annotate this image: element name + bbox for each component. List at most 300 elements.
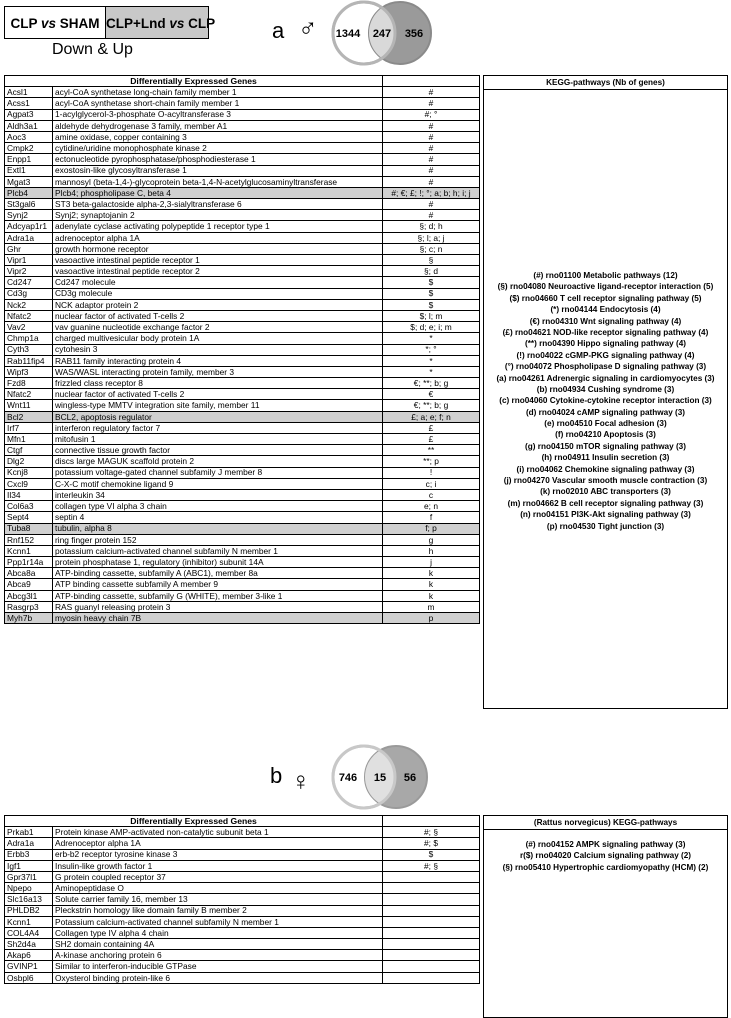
table-row	[5, 355, 480, 366]
table-row	[5, 221, 480, 232]
gene-symbol: Kcnn1	[5, 545, 53, 556]
gene-pathways	[383, 939, 480, 950]
gene-symbol: Irf7	[5, 422, 53, 433]
gene-pathways	[383, 972, 480, 983]
gene-name: Plcb4; phospholipase C, beta 4	[53, 187, 383, 198]
gene-pathways: c; i	[383, 478, 480, 489]
gene-symbol: Vipr2	[5, 266, 53, 277]
kegg-pathway-item: (i) rno04062 Chemokine signaling pathway (3)	[516, 464, 695, 474]
table-row	[5, 400, 480, 411]
gene-name: erb-b2 receptor tyrosine kinase 3	[53, 849, 383, 860]
gene-symbol: Gpr37l1	[5, 871, 53, 882]
gene-name: myosin heavy chain 7B	[53, 613, 383, 624]
gene-pathways: #; €; £; !; °; a; b; h; i; j	[383, 187, 480, 198]
gene-pathways: !	[383, 467, 480, 478]
table-row	[5, 972, 480, 983]
kegg-a-list	[484, 270, 727, 532]
gene-symbol: Ghr	[5, 243, 53, 254]
gene-symbol: Bcl2	[5, 411, 53, 422]
table-row	[5, 445, 480, 456]
venn-a-right-count: 356	[404, 28, 424, 40]
gene-name: interferon regulatory factor 7	[53, 422, 383, 433]
gene-symbol: Abcg3l1	[5, 590, 53, 601]
table-row	[5, 557, 480, 568]
gene-pathways: $	[383, 849, 480, 860]
gene-name: vasoactive intestinal peptide receptor 1	[53, 255, 383, 266]
legend-vs: vs	[40, 16, 57, 31]
gene-name: ST3 beta-galactoside alpha-2,3-sialyltransferase 6	[53, 199, 383, 210]
gene-symbol: Synj2	[5, 210, 53, 221]
gene-symbol: Plcb4	[5, 187, 53, 198]
gene-symbol: Slc16a13	[5, 894, 53, 905]
gene-pathways: **; p	[383, 456, 480, 467]
gene-name: discs large MAGUK scaffold protein 2	[53, 456, 383, 467]
gene-name: potassium calcium-activated channel subfamily N member 1	[53, 545, 383, 556]
gene-pathways: €	[383, 389, 480, 400]
table-row	[5, 883, 480, 894]
gene-pathways: f	[383, 512, 480, 523]
legend-clp-vs-sham	[4, 6, 106, 39]
gene-name: Collagen type IV alpha 4 chain	[53, 927, 383, 938]
table-row	[5, 333, 480, 344]
table-row	[5, 568, 480, 579]
gene-pathways: £	[383, 422, 480, 433]
venn-b-overlap-count: 15	[373, 772, 387, 784]
table-row	[5, 378, 480, 389]
gene-symbol: Npepo	[5, 883, 53, 894]
gene-symbol: Nfatc2	[5, 389, 53, 400]
gene-pathways	[383, 927, 480, 938]
panel-a-letter: a	[272, 18, 285, 43]
gene-name: Cd247 molecule	[53, 277, 383, 288]
gene-name: Potassium calcium-activated channel subfamily N member 1	[53, 916, 383, 927]
gene-symbol: Rasgrp3	[5, 601, 53, 612]
table-row	[5, 288, 480, 299]
deg-table-a-header: Differentially Expressed Genes	[5, 76, 383, 87]
table-row	[5, 905, 480, 916]
venn-b-left-count: 746	[338, 772, 358, 784]
kegg-pathway-item: (£) rno04621 NOD-like receptor signaling pathway (4)	[502, 327, 709, 337]
gene-name: charged multivesicular body protein 1A	[53, 333, 383, 344]
table-row	[5, 601, 480, 612]
table-row	[5, 143, 480, 154]
gene-pathways: e; n	[383, 501, 480, 512]
kegg-pathway-item: (**) rno04390 Hippo signaling pathway (4)	[524, 339, 687, 349]
gene-pathways: #	[383, 165, 480, 176]
kegg-pathway-item: (#) rno04152 AMPK signaling pathway (3)	[525, 840, 686, 849]
gene-symbol: Cd247	[5, 277, 53, 288]
gene-symbol: Aldh3a1	[5, 120, 53, 131]
gene-symbol: Rab11fip4	[5, 355, 53, 366]
gene-pathways: j	[383, 557, 480, 568]
gene-symbol: Vav2	[5, 322, 53, 333]
table-row	[5, 131, 480, 142]
gene-symbol: PHLDB2	[5, 905, 53, 916]
gene-symbol: Vipr1	[5, 255, 53, 266]
gene-pathways: €; **; b; g	[383, 400, 480, 411]
gene-symbol: Sept4	[5, 512, 53, 523]
gene-symbol: Extl1	[5, 165, 53, 176]
gene-pathways: $	[383, 277, 480, 288]
gene-name: tubulin, alpha 8	[53, 523, 383, 534]
kegg-pathway-item: (e) rno04510 Focal adhesion (3)	[544, 419, 667, 429]
kegg-pathway-item: (#) rno01100 Metabolic pathways (12)	[533, 271, 678, 280]
panel-b-letter: b	[270, 763, 283, 788]
table-row	[5, 255, 480, 266]
gene-symbol: Chmp1a	[5, 333, 53, 344]
kegg-pathway-item: (c) rno04060 Cytokine-cytokine receptor interaction (3)	[499, 396, 712, 406]
gene-name: connective tissue growth factor	[53, 445, 383, 456]
gene-name: mannosyl (beta-1,4-)-glycoprotein beta-1,4-N-acetylglucosaminyltransferase	[53, 176, 383, 187]
kegg-b-list	[484, 839, 727, 873]
table-row	[5, 849, 480, 860]
gene-pathways: c	[383, 489, 480, 500]
gene-name: RAS guanyl releasing protein 3	[53, 601, 383, 612]
gene-symbol: Aoc3	[5, 131, 53, 142]
gene-pathways: *; °	[383, 344, 480, 355]
kegg-pathway-item: (°) rno04072 Phospholipase D signaling pathway (3)	[504, 362, 707, 372]
gene-name: Pleckstrin homology like domain family B member 2	[53, 905, 383, 916]
gene-pathways: §; l; a; j	[383, 232, 480, 243]
deg-table-b-header: Differentially Expressed Genes	[5, 816, 383, 827]
table-row	[5, 366, 480, 377]
table-row	[5, 109, 480, 120]
gene-pathways: k	[383, 568, 480, 579]
gene-name: ring finger protein 152	[53, 534, 383, 545]
gene-name: vasoactive intestinal peptide receptor 2	[53, 266, 383, 277]
gene-pathways: *	[383, 333, 480, 344]
gene-name: ATP-binding cassette, subfamily G (WHITE), member 3-like 1	[53, 590, 383, 601]
gene-symbol: Cd3g	[5, 288, 53, 299]
table-row	[5, 266, 480, 277]
table-row	[5, 389, 480, 400]
kegg-pathway-item: (k) rno02010 ABC transporters (3)	[540, 487, 671, 497]
gene-name: acyl-CoA synthetase short-chain family member 1	[53, 98, 383, 109]
table-row	[5, 927, 480, 938]
gene-pathways: #	[383, 131, 480, 142]
table-row	[5, 501, 480, 512]
gene-name: BCL2, apoptosis regulator	[53, 411, 383, 422]
gene-pathways: k	[383, 579, 480, 590]
kegg-pathway-item: (h) rno04911 Insulin secretion (3)	[541, 453, 670, 463]
table-row	[5, 456, 480, 467]
legend-vs: vs	[169, 16, 185, 31]
gene-pathways: #	[383, 98, 480, 109]
gene-symbol: Enpp1	[5, 154, 53, 165]
gene-name: adrenoceptor alpha 1A	[53, 232, 383, 243]
gene-name: nuclear factor of activated T-cells 2	[53, 389, 383, 400]
kegg-pathway-item: (j) rno04270 Vascular smooth muscle contraction (3)	[503, 476, 708, 486]
gene-symbol: Wipf3	[5, 366, 53, 377]
table-row	[5, 467, 480, 478]
gene-symbol: Ppp1r14a	[5, 557, 53, 568]
legend-text: CLP	[184, 16, 216, 31]
table-row	[5, 939, 480, 950]
gene-name: Synj2; synaptojanin 2	[53, 210, 383, 221]
gene-name: interleukin 34	[53, 489, 383, 500]
kegg-pathway-item: (g) rno04150 mTOR signaling pathway (3)	[525, 441, 686, 451]
kegg-pathway-item: (€) rno04310 Wnt signaling pathway (4)	[529, 316, 682, 326]
table-row	[5, 838, 480, 849]
gene-symbol: Ctgf	[5, 445, 53, 456]
gene-symbol: Kcnn1	[5, 916, 53, 927]
table-row	[5, 299, 480, 310]
gene-symbol: Abca8a	[5, 568, 53, 579]
gene-pathways	[383, 894, 480, 905]
venn-diagram-b	[330, 742, 440, 812]
kegg-pathway-item: (*) rno04144 Endocytosis (4)	[550, 305, 661, 315]
gene-symbol: Osbpl6	[5, 972, 53, 983]
gene-pathways: #	[383, 154, 480, 165]
gene-name: mitofusin 1	[53, 434, 383, 445]
gene-name: Oxysterol binding protein-like 6	[53, 972, 383, 983]
gene-pathways: $	[383, 299, 480, 310]
table-row	[5, 165, 480, 176]
gene-pathways: $	[383, 288, 480, 299]
table-row	[5, 210, 480, 221]
gene-name: wingless-type MMTV integration site family, member 11	[53, 400, 383, 411]
kegg-pathway-item: (f) rno04210 Apoptosis (3)	[555, 430, 656, 440]
table-row	[5, 478, 480, 489]
gene-symbol: Sh2d4a	[5, 939, 53, 950]
gene-pathways: p	[383, 613, 480, 624]
gene-pathways: *	[383, 366, 480, 377]
table-row	[5, 199, 480, 210]
gene-symbol: COL4A4	[5, 927, 53, 938]
gene-pathways: #; §	[383, 827, 480, 838]
gene-symbol: Mgat3	[5, 176, 53, 187]
gene-pathways	[383, 883, 480, 894]
table-row	[5, 176, 480, 187]
gene-pathways: h	[383, 545, 480, 556]
kegg-pathway-item: (§) rno04080 Neuroactive ligand-receptor interaction (5)	[497, 282, 714, 292]
gene-name: aldehyde dehydrogenase 3 family, member A1	[53, 120, 383, 131]
table-row	[5, 422, 480, 433]
table-row	[5, 534, 480, 545]
table-row	[5, 489, 480, 500]
gene-pathways	[383, 961, 480, 972]
gene-pathways: $; d; e; i; m	[383, 322, 480, 333]
gene-name: amine oxidase, copper containing 3	[53, 131, 383, 142]
down-up-label: Down & Up	[52, 41, 133, 58]
gene-name: Aminopeptidase O	[53, 883, 383, 894]
gene-name: A-kinase anchoring protein 6	[53, 950, 383, 961]
gene-symbol: Kcnj8	[5, 467, 53, 478]
venn-a-overlap-count: 247	[372, 28, 392, 40]
gene-pathways: €; **; b; g	[383, 378, 480, 389]
gene-name: CD3g molecule	[53, 288, 383, 299]
table-row	[5, 590, 480, 601]
kegg-pathway-item: (!) rno04022 cGMP-PKG signaling pathway (4)	[516, 350, 695, 360]
table-row	[5, 277, 480, 288]
kegg-panel-a	[483, 75, 728, 709]
gene-name: G protein coupled receptor 37	[53, 871, 383, 882]
gene-name: collagen type VI alpha 3 chain	[53, 501, 383, 512]
deg-table-a-header-pathways	[383, 76, 480, 87]
gene-pathways: f; p	[383, 523, 480, 534]
gene-name: ectonucleotide pyrophosphatase/phosphodiesterase 1	[53, 154, 383, 165]
legend-text: CLP	[10, 16, 41, 31]
gene-symbol: St3gal6	[5, 199, 53, 210]
gene-name: nuclear factor of activated T-cells 2	[53, 310, 383, 321]
gene-pathways	[383, 950, 480, 961]
gene-symbol: Prkab1	[5, 827, 53, 838]
table-row	[5, 243, 480, 254]
gene-name: 1-acylglycerol-3-phosphate O-acyltransferase 3	[53, 109, 383, 120]
gene-symbol: Nfatc2	[5, 310, 53, 321]
kegg-pathway-item: (p) rno04530 Tight junction (3)	[546, 521, 665, 531]
gene-name: adenylate cyclase activating polypeptide 1 receptor type 1	[53, 221, 383, 232]
table-row	[5, 523, 480, 534]
legend-text: CLP+Lnd	[106, 16, 170, 31]
legend-clp-lnd-vs-clp	[105, 6, 216, 39]
female-symbol-icon: ♀	[291, 766, 311, 796]
venn-a-left-count: 1344	[335, 28, 361, 40]
gene-pathways: §; d	[383, 266, 480, 277]
table-row	[5, 916, 480, 927]
kegg-pathway-item: (a) rno04261 Adrenergic signaling in cardiomyocytes (3)	[496, 373, 715, 383]
gene-symbol: Nck2	[5, 299, 53, 310]
gene-symbol: Acsl1	[5, 87, 53, 98]
gene-pathways: #	[383, 176, 480, 187]
gene-pathways: £	[383, 434, 480, 445]
table-row	[5, 512, 480, 523]
gene-name: septin 4	[53, 512, 383, 523]
gene-name: exostosin-like glycosyltransferase 1	[53, 165, 383, 176]
gene-symbol: Adra1a	[5, 232, 53, 243]
gene-symbol: Tuba8	[5, 523, 53, 534]
gene-name: NCK adaptor protein 2	[53, 299, 383, 310]
kegg-pathway-item: (§) rno05410 Hypertrophic cardiomyopathy (HCM) (2)	[502, 862, 709, 872]
table-row	[5, 871, 480, 882]
gene-name: Adrenoceptor alpha 1A	[53, 838, 383, 849]
gene-pathways: §; c; n	[383, 243, 480, 254]
gene-symbol: Cxcl9	[5, 478, 53, 489]
table-row	[5, 310, 480, 321]
table-row	[5, 579, 480, 590]
gene-symbol: Adra1a	[5, 838, 53, 849]
gene-pathways: #; §	[383, 860, 480, 871]
gene-pathways: #	[383, 120, 480, 131]
table-row	[5, 154, 480, 165]
kegg-pathway-item: r($) rno04020 Calcium signaling pathway (2)	[519, 851, 692, 861]
gene-pathways: §	[383, 255, 480, 266]
gene-symbol: Myh7b	[5, 613, 53, 624]
table-row	[5, 961, 480, 972]
gene-name: protein phosphatase 1, regulatory (inhibitor) subunit 14A	[53, 557, 383, 568]
gene-pathways: k	[383, 590, 480, 601]
deg-table-b	[4, 815, 480, 984]
gene-symbol: Fzd8	[5, 378, 53, 389]
kegg-b-header: (Rattus norvegicus) KEGG-pathways	[484, 816, 727, 830]
deg-table-b-header-pathways	[383, 816, 480, 827]
gene-symbol: Agpat3	[5, 109, 53, 120]
gene-symbol: Rnf152	[5, 534, 53, 545]
kegg-pathway-item: (d) rno04024 cAMP signaling pathway (3)	[525, 407, 686, 417]
kegg-pathway-item: (b) rno04934 Cushing syndrome (3)	[536, 384, 675, 394]
table-row	[5, 120, 480, 131]
table-row	[5, 98, 480, 109]
table-row	[5, 232, 480, 243]
kegg-a-header: KEGG-pathways (Nb of genes)	[484, 76, 727, 90]
gene-name: WAS/WASL interacting protein family, member 3	[53, 366, 383, 377]
gene-symbol: Adcyap1r1	[5, 221, 53, 232]
gene-name: RAB11 family interacting protein 4	[53, 355, 383, 366]
kegg-panel-b	[483, 815, 728, 1018]
gene-symbol: Erbb3	[5, 849, 53, 860]
gene-name: potassium voltage-gated channel subfamily J member 8	[53, 467, 383, 478]
gene-name: ATP-binding cassette, subfamily A (ABC1), member 8a	[53, 568, 383, 579]
gene-name: cytohesin 3	[53, 344, 383, 355]
gene-name: Similar to interferon-inducible GTPase	[53, 961, 383, 972]
table-row	[5, 613, 480, 624]
gene-pathways: §; d; h	[383, 221, 480, 232]
table-row	[5, 827, 480, 838]
gene-symbol: Col6a3	[5, 501, 53, 512]
gene-pathways: #	[383, 87, 480, 98]
table-row	[5, 434, 480, 445]
gene-pathways	[383, 871, 480, 882]
gene-pathways: m	[383, 601, 480, 612]
gene-symbol: Acss1	[5, 98, 53, 109]
gene-symbol: Dlg2	[5, 456, 53, 467]
gene-symbol: Igf1	[5, 860, 53, 871]
gene-pathways: #	[383, 199, 480, 210]
gene-pathways: #	[383, 210, 480, 221]
gene-name: ATP binding cassette subfamily A member 9	[53, 579, 383, 590]
gene-pathways: #	[383, 143, 480, 154]
gene-name: Insulin-like growth factor 1	[53, 860, 383, 871]
gene-name: cytidine/uridine monophosphate kinase 2	[53, 143, 383, 154]
table-row	[5, 344, 480, 355]
table-row	[5, 950, 480, 961]
gene-pathways: #; $	[383, 838, 480, 849]
gene-pathways	[383, 905, 480, 916]
gene-symbol: Il34	[5, 489, 53, 500]
gene-name: acyl-CoA synthetase long-chain family member 1	[53, 87, 383, 98]
male-symbol-icon: ♂	[298, 13, 318, 43]
table-row	[5, 87, 480, 98]
table-row	[5, 187, 480, 198]
deg-table-a	[4, 75, 480, 624]
gene-pathways: $; l; m	[383, 310, 480, 321]
gene-name: Solute carrier family 16, member 13	[53, 894, 383, 905]
table-row	[5, 545, 480, 556]
gene-name: frizzled class receptor 8	[53, 378, 383, 389]
gene-pathways	[383, 916, 480, 927]
gene-symbol: Cmpk2	[5, 143, 53, 154]
gene-name: growth hormone receptor	[53, 243, 383, 254]
table-row	[5, 411, 480, 422]
venn-diagram-a	[330, 0, 440, 68]
gene-pathways: £; a; e; f; n	[383, 411, 480, 422]
gene-symbol: Abca9	[5, 579, 53, 590]
kegg-pathway-item: (n) rno04151 PI3K-Akt signaling pathway (3)	[520, 510, 691, 520]
kegg-pathway-item: (m) rno04662 B cell receptor signaling pathway (3)	[507, 498, 704, 508]
gene-symbol: Mfn1	[5, 434, 53, 445]
gene-pathways: *	[383, 355, 480, 366]
gene-name: C-X-C motif chemokine ligand 9	[53, 478, 383, 489]
table-row	[5, 894, 480, 905]
gene-symbol: Wnt11	[5, 400, 53, 411]
table-row	[5, 322, 480, 333]
table-row	[5, 860, 480, 871]
venn-b-right-count: 56	[403, 772, 417, 784]
gene-name: vav guanine nucleotide exchange factor 2	[53, 322, 383, 333]
kegg-pathway-item: ($) rno04660 T cell receptor signaling pathway (5)	[509, 293, 702, 303]
gene-symbol: Cyth3	[5, 344, 53, 355]
gene-symbol: Akap6	[5, 950, 53, 961]
